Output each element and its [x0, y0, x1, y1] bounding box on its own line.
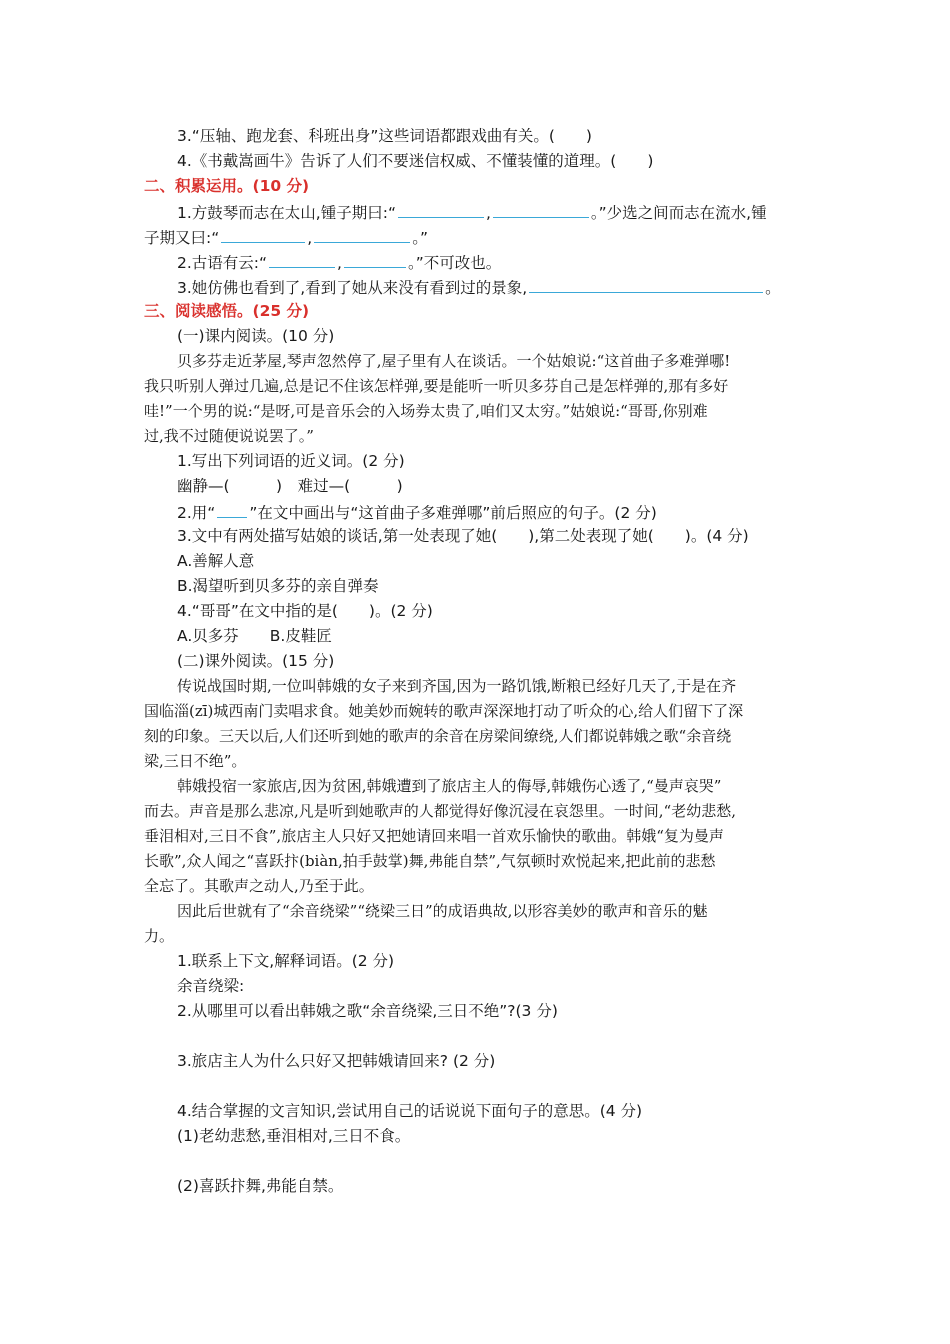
- q3-text-b: 。: [765, 279, 781, 297]
- answer-blank[interactable]: [493, 199, 589, 218]
- q2-text-a: 2.古语有云:“: [177, 254, 268, 272]
- part1-title: (一)课内阅读。(10 分): [177, 327, 335, 345]
- q2-text-b: ,: [337, 254, 342, 272]
- passage2-line: 长歌”,众人闻之“喜跃抃(biàn,拍手鼓掌)舞,弗能自禁”,气氛顿时欢悦起来,把此前的悲愁: [144, 852, 716, 870]
- answer-blank[interactable]: [314, 224, 410, 243]
- q2-text-c: 。”不可改也。: [407, 254, 502, 272]
- part1-question-4: 4.“哥哥”在文中指的是( )。(2 分): [177, 602, 433, 620]
- section2-question-1-line2: [144, 224, 428, 248]
- section2-question-2: [177, 249, 501, 273]
- passage2-line: 因此后世就有了“余音绕梁”“绕梁三日”的成语典故,以形容美妙的歌声和音乐的魅: [177, 902, 708, 920]
- answer-blank[interactable]: [269, 249, 335, 268]
- part2-question-3: 3.旅店主人为什么只好又把韩娥请回来? (2 分): [177, 1052, 496, 1070]
- passage2-line: 力。: [144, 927, 175, 945]
- passage1-line: 贝多芬走近茅屋,琴声忽然停了,屋子里有人在谈话。一个姑娘说:“这首曲子多难弹哪!: [177, 352, 731, 370]
- passage2-line: 全忘了。其歌声之动人,乃至于此。: [144, 877, 374, 895]
- passage2-line: 而去。声音是那么悲凉,凡是听到她歌声的人都觉得好像沉浸在哀怨里。一时间,“老幼悲愁,: [144, 802, 736, 820]
- section3-heading: 三、阅读感悟。(25 分): [144, 302, 310, 320]
- q3-text-a: 3.她仿佛也看到了,看到了她从来没有看到过的景象,: [177, 279, 528, 297]
- passage1-line: 哇!”一个男的说:“是呀,可是音乐会的入场券太贵了,咱们又太穷。”姑娘说:“哥哥,你别难: [144, 402, 708, 420]
- option-b[interactable]: B.渴望听到贝多芬的亲自弹奏: [177, 577, 379, 595]
- part2-title: (二)课外阅读。(15 分): [177, 652, 335, 670]
- q1-text-a: 1.方鼓琴而志在太山,锺子期曰:“: [177, 204, 396, 222]
- passage2-line: 垂泪相对,三日不食”,旅店主人只好又把她请回来唱一首欢乐愉快的歌曲。韩娥“复为曼声: [144, 827, 724, 845]
- q1-text-f: 。”: [412, 229, 428, 247]
- answer-blank[interactable]: [398, 199, 484, 218]
- answer-blank[interactable]: [221, 224, 305, 243]
- q1-text-d: 子期又曰:“: [144, 229, 220, 247]
- q1-text-c: 。”少选之间而志在流水,锺: [590, 204, 767, 222]
- part2-question-2: 2.从哪里可以看出韩娥之歌“余音绕梁,三日不绝”?(3 分): [177, 1002, 558, 1020]
- part2-question-4-item-2: (2)喜跃抃舞,弗能自禁。: [177, 1177, 344, 1195]
- part1-question-1-words: 幽静—( ) 难过—( ): [177, 477, 403, 495]
- answer-blank[interactable]: [529, 274, 763, 293]
- passage2-line: 刻的印象。三天以后,人们还听到她的歌声的余音在房梁间缭绕,人们都说韩娥之歌“余音绕: [144, 727, 732, 745]
- section2-question-3: [177, 274, 781, 298]
- part1-question-3: 3.文中有两处描写姑娘的谈话,第一处表现了她( ),第二处表现了她( )。(4 分): [177, 527, 749, 545]
- part1-question-3: 3.“压轴、跑龙套、科班出身”这些词语都跟戏曲有关。( ): [177, 127, 592, 145]
- part1-question-1: 1.写出下列词语的近义词。(2 分): [177, 452, 405, 470]
- passage2-line: 梁,三日不绝”。: [144, 752, 247, 770]
- q2-text-a: 2.用“: [177, 504, 216, 522]
- part2-question-4-item-1: (1)老幼悲愁,垂泪相对,三日不食。: [177, 1127, 411, 1145]
- section2-heading: 二、积累运用。(10 分): [144, 177, 310, 195]
- q2-text-b: ”在文中画出与“这首曲子多难弹哪”前后照应的句子。(2 分): [249, 504, 657, 522]
- part1-question-4: 4.《书戴嵩画牛》告诉了人们不要迷信权威、不懂装懂的道理。( ): [177, 152, 654, 170]
- answer-blank[interactable]: [344, 249, 406, 268]
- passage2-line: 韩娥投宿一家旅店,因为贫困,韩娥遭到了旅店主人的侮辱,韩娥伤心透了,“曼声哀哭”: [177, 777, 722, 795]
- part2-question-1: 1.联系上下文,解释词语。(2 分): [177, 952, 395, 970]
- q1-text-e: ,: [307, 229, 313, 247]
- section2-question-1-line1: [177, 199, 767, 223]
- passage1-line: 我只听别人弹过几遍,总是记不住该怎样弹,要是能听一听贝多芬自己是怎样弹的,那有多好: [144, 377, 729, 395]
- part2-question-1-term: 余音绕梁:: [177, 977, 245, 995]
- part2-question-4: 4.结合掌握的文言知识,尝试用自己的话说说下面句子的意思。(4 分): [177, 1102, 643, 1120]
- q1-text-b: ,: [485, 204, 491, 222]
- option-a[interactable]: A.善解人意: [177, 552, 255, 570]
- passage2-line: 传说战国时期,一位叫韩娥的女子来到齐国,因为一路饥饿,断粮已经好几天了,于是在齐: [177, 677, 737, 695]
- part1-question-2: [177, 499, 657, 523]
- part1-question-4-options[interactable]: A.贝多芬 B.皮鞋匠: [177, 627, 332, 645]
- underline-sample: [217, 499, 247, 518]
- passage2-line: 国临淄(zī)城西南门卖唱求食。她美妙而婉转的歌声深深地打动了听众的心,给人们留下了深: [144, 702, 744, 720]
- passage1-line: 过,我不过随便说说罢了。”: [144, 427, 314, 445]
